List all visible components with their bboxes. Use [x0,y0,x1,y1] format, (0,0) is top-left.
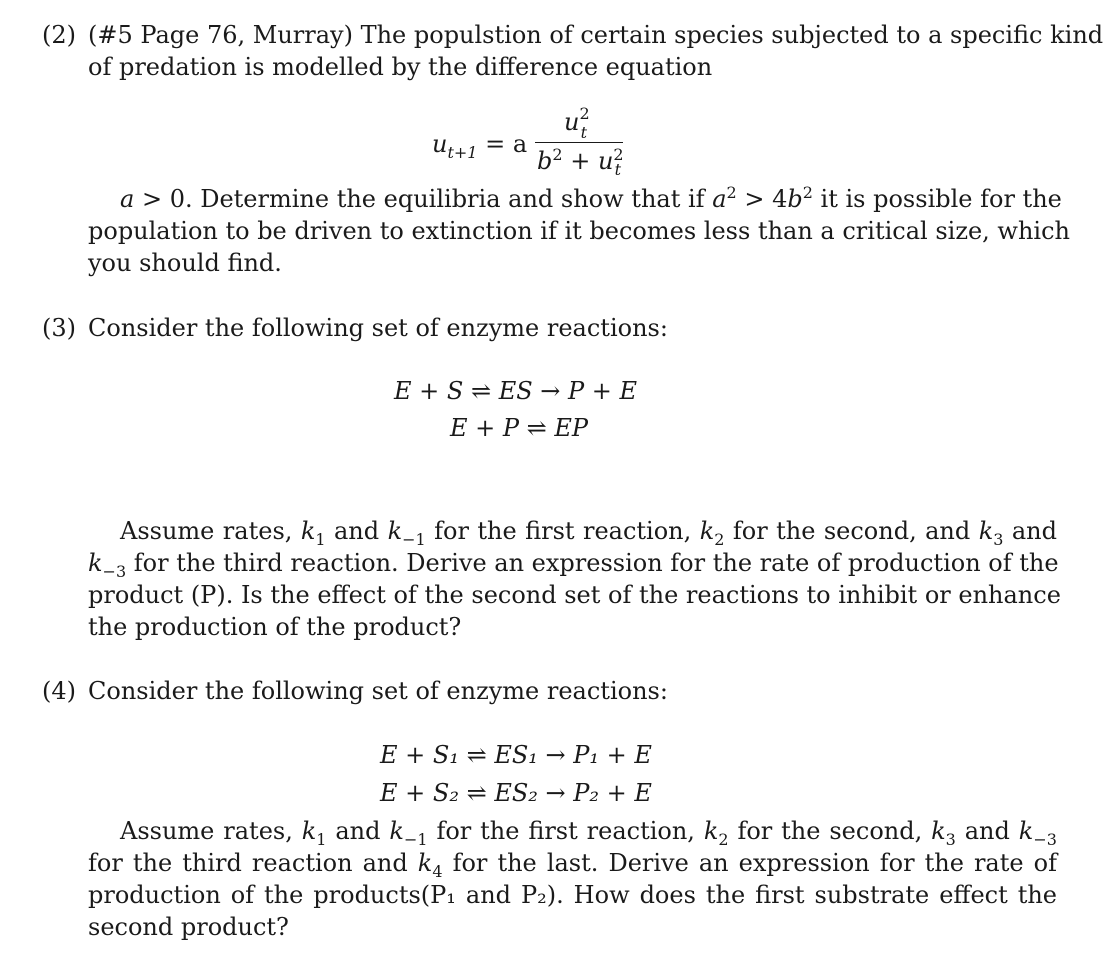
problem-2-number: (2) [42,21,76,49]
eq-numerator: $u^2_t$ [564,104,590,142]
problem-3-para-line-1: Assume rates, $k_1$ and $k_{-1}$ for the first reaction, $k_2$ for the second, and $k_3$ and [120,517,1057,549]
problem-2-line-5: you should find. [88,249,282,277]
eq-denominator: $b^2 + u^2_t$ [537,145,624,179]
problem-4-reaction-1: E + S₁ ⇌ ES₁ → P₁ + E [380,741,652,769]
problem-3-para-line-4: the production of the product? [88,613,462,641]
problem-4-para-line-2: for the third reaction and $k_4$ for the last. Derive an expression for the rate of [88,849,1057,881]
eq-lhs-sub: t+1 [447,142,478,162]
problem-4-para-line-1: Assume rates, $k_1$ and $k_{-1}$ for the first reaction, $k_2$ for the second, $k_3$ and $k_{-3}$ [120,817,1057,849]
problem-2-line-2: of predation is modelled by the difference equation [88,53,713,81]
eq-fraction-bar [535,142,623,143]
problem-2-line-1: (#5 Page 76, Murray) The populstion of certain species subjected to a specific kind [88,21,1104,49]
problem-3-intro: Consider the following set of enzyme reactions: [88,314,668,342]
problem-2-line-3: a > 0. Determine the equilibria and show that if $a^2 > 4b^2$ it is possible for the [120,183,1062,213]
problem-4-para-line-4: second product? [88,913,289,941]
problem-3-reaction-1: E + S ⇌ ES → P + E [394,377,638,405]
problem-3-reaction-2: E + P ⇌ EP [450,414,589,442]
problem-3-para-line-3: product (P). Is the effect of the second set of the reactions to inhibit or enhance [88,581,1061,609]
problem-2-line-4: population to be driven to extinction if it becomes less than a critical size, which [88,217,1070,245]
eq-lhs: u [432,130,448,158]
problem-4-number: (4) [42,677,76,705]
problem-3-para-line-2: $k_{-3}$ for the third reaction. Derive an expression for the rate of production of the [88,549,1059,581]
problem-3-number: (3) [42,314,76,342]
problem-4-intro: Consider the following set of enzyme reactions: [88,677,668,705]
eq-equals: = a [485,130,528,158]
problem-4-para-line-3: production of the products(P₁ and P₂). How does the first substrate effect the [88,881,1057,909]
problem-4-reaction-2: E + S₂ ⇌ ES₂ → P₂ + E [380,779,652,807]
